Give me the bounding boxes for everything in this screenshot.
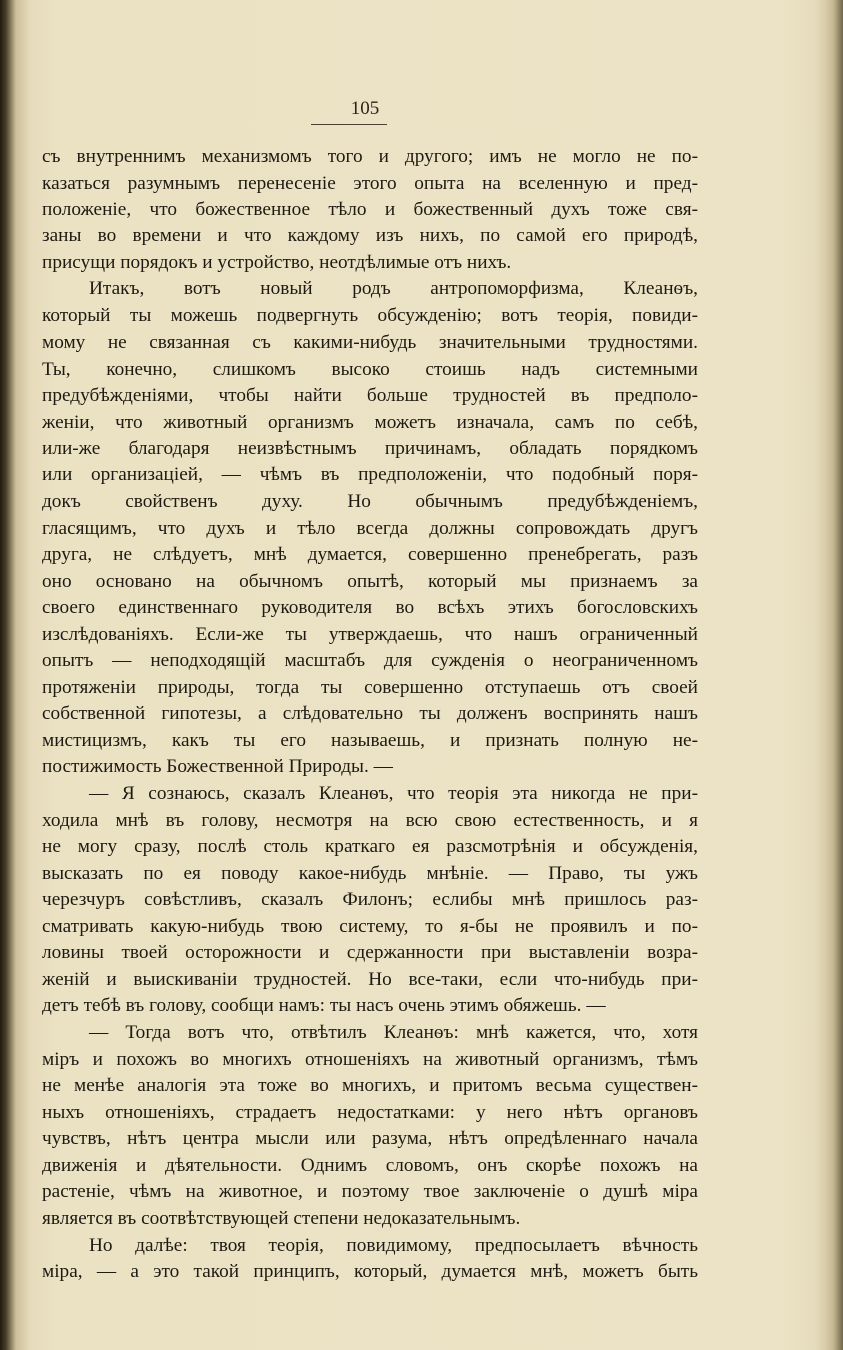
- text-line: или-же благодаря неизвѣстнымъ причинамъ, обладать порядкомъ: [42, 438, 698, 459]
- text-line: заны во времени и что каждому изъ нихъ, по самой его природѣ,: [42, 225, 698, 246]
- text-line: гласящимъ, что духъ и тѣло всегда должны сопровождать другъ: [42, 518, 698, 539]
- text-line: своего единственнаго руководителя во всѣхъ этихъ богословскихъ: [42, 597, 698, 618]
- text-line: присущи порядокъ и устройство, неотдѣлимые отъ нихъ.: [42, 252, 512, 273]
- text-line: положеніе, что божественное тѣло и божественный духъ тоже свя-: [42, 199, 698, 220]
- text-line: ходила мнѣ въ голову, несмотря на всю свою естественность, и я: [42, 810, 698, 831]
- text-line: сматривать какую-нибудь твою систему, то я-бы не проявилъ и по-: [42, 916, 698, 937]
- text-line: Ты, конечно, слишкомъ высоко стоишь надъ системными: [42, 359, 698, 380]
- text-line: предубѣжденіями, чтобы найти больше трудностей въ предполо-: [42, 385, 698, 406]
- text-line: міра, — а это такой принципъ, который, думается мнѣ, можетъ быть: [42, 1261, 698, 1282]
- text-line: опытъ — неподходящій масштабъ для сужденія о неограниченномъ: [42, 650, 698, 671]
- text-line: собственной гипотезы, а слѣдовательно ты долженъ воспринять нашъ: [42, 703, 698, 724]
- text-line: чувствъ, нѣтъ центра мысли или разума, нѣтъ опредѣленнаго начала: [42, 1128, 698, 1149]
- text-line: движенія и дѣятельности. Однимъ словомъ, онъ скорѣе похожъ на: [42, 1155, 698, 1176]
- text-line: казаться разумнымъ перенесеніе этого опыта на вселенную и пред-: [42, 173, 698, 194]
- text-line: растеніе, чѣмъ на животное, и поэтому твое заключеніе о душѣ міра: [42, 1181, 698, 1202]
- text-line: женій и выискиваніи трудностей. Но все-таки, если что-нибудь при-: [42, 969, 698, 990]
- paragraph-first-line: Но далѣе: твоя теорія, повидимому, предпосылаетъ вѣчность: [89, 1235, 698, 1256]
- text-line: ловины твоей осторожности и сдержанности при выставленіи возра-: [42, 942, 698, 963]
- header-rule: [311, 124, 387, 125]
- text-line: или организаціей, — чѣмъ въ предположеніи, что подобный поря-: [42, 464, 698, 485]
- text-line: оно основано на обычномъ опытѣ, который мы признаемъ за: [42, 571, 698, 592]
- paragraph-first-line: — Я сознаюсь, сказалъ Клеанѳъ, что теорія эта никогда не при-: [89, 783, 698, 804]
- text-line: детъ тебѣ въ голову, сообщи намъ: ты насъ очень этимъ обяжешь. —: [42, 995, 606, 1016]
- text-line: черезчуръ совѣстливъ, сказалъ Филонъ; еслибы мнѣ пришлось раз-: [42, 889, 698, 910]
- text-line: друга, не слѣдуетъ, мнѣ думается, совершенно пренебрегать, разъ: [42, 544, 698, 565]
- text-line: не могу сразу, послѣ столь краткаго ея разсмотрѣнія и обсужденія,: [42, 836, 698, 857]
- page-number: 105: [350, 98, 380, 119]
- text-line: не менѣе аналогія эта тоже во многихъ, и притомъ весьма существен-: [42, 1075, 698, 1096]
- text-line: высказать по ея поводу какое-нибудь мнѣніе. — Право, ты ужъ: [42, 863, 698, 884]
- text-line: мому не связанная съ какими-нибудь значительными трудностями.: [42, 332, 698, 353]
- text-line: является въ соотвѣтствующей степени недоказательнымъ.: [42, 1208, 521, 1229]
- text-line: женіи, что животный организмъ можетъ изначала, самъ по себѣ,: [42, 412, 698, 433]
- text-line: постижимость Божественной Природы. —: [42, 756, 393, 777]
- text-line: который ты можешь подвергнуть обсужденію; вотъ теорія, повиди-: [42, 305, 698, 326]
- text-line: ныхъ отношеніяхъ, страдаетъ недостатками: у него нѣтъ органовъ: [42, 1102, 698, 1123]
- text-line: міръ и похожъ во многихъ отношеніяхъ на животный организмъ, тѣмъ: [42, 1049, 698, 1070]
- paragraph-first-line: — Тогда вотъ что, отвѣтилъ Клеанѳъ: мнѣ кажется, что, хотя: [89, 1022, 698, 1043]
- text-line: протяженіи природы, тогда ты совершенно отступаешь отъ своей: [42, 677, 698, 698]
- text-line: съ внутреннимъ механизмомъ того и другого; имъ не могло не по-: [42, 146, 698, 167]
- text-line: докъ свойственъ духу. Но обычнымъ предубѣжденіемъ,: [42, 491, 698, 512]
- text-line: мистицизмъ, какъ ты его называешь, и признать полную не-: [42, 730, 698, 751]
- paragraph-first-line: Итакъ, вотъ новый родъ антропоморфизма, Клеанѳъ,: [89, 278, 698, 299]
- text-line: изслѣдованіяхъ. Если-же ты утверждаешь, что нашъ ограниченный: [42, 624, 698, 645]
- page-edge-shadow: [833, 0, 843, 1350]
